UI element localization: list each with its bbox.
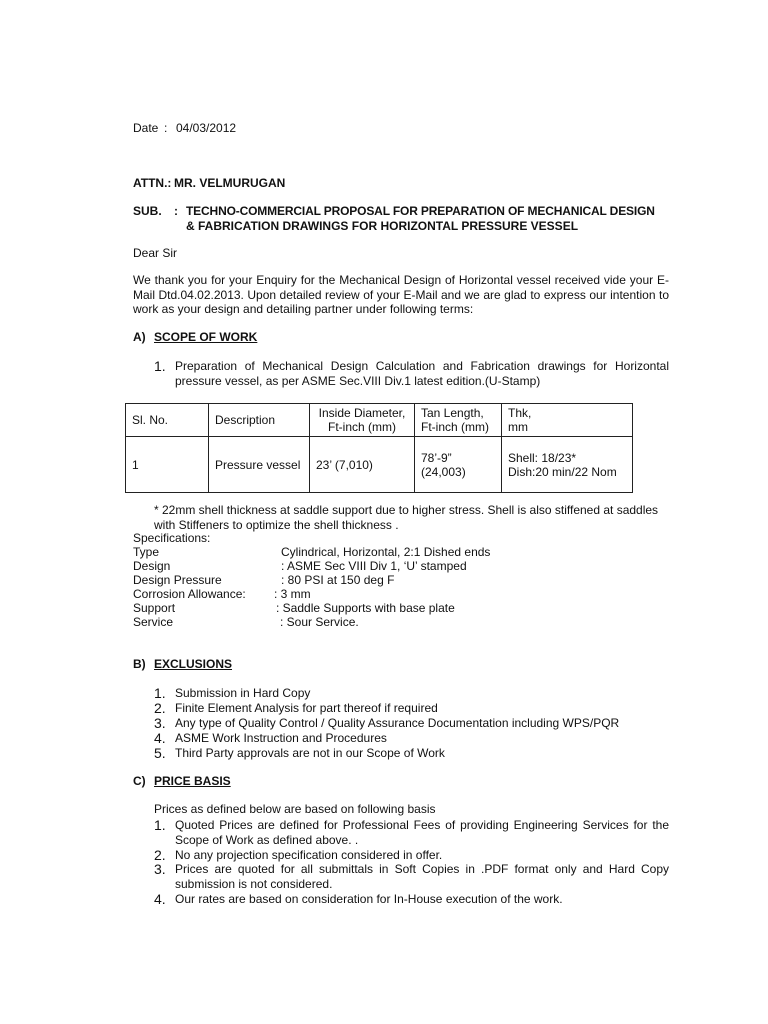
section-c-letter: C) (133, 774, 146, 788)
intro-paragraph: We thank you for your Enquiry for the Mechanical Design of Horizontal vessel received vide your E-Mail Dtd.04.02.2013. Upon detailed review of your E-Mail and we are glad to express our intention to work as your design and detailing partner under following terms: (133, 273, 669, 316)
exclusion-number: 3. (154, 715, 166, 731)
price-item-number: 3. (154, 861, 166, 877)
salutation: Dear Sir (133, 246, 178, 260)
specifications-label: Specifications: (133, 531, 211, 545)
spec-label-corrosion: Corrosion Allowance: (133, 587, 246, 601)
exclusion-text: Finite Element Analysis for part thereof if required (175, 701, 438, 715)
table-cell: Shell: 18/23* Dish:20 min/22 Nom (502, 437, 633, 493)
vessel-table (125, 403, 633, 493)
date-value: 04/03/2012 (176, 121, 237, 135)
spec-value-service: : Sour Service. (280, 615, 359, 629)
attn-label: ATTN.: (133, 176, 172, 190)
price-item-number: 1. (154, 817, 166, 833)
subject-label: SUB. (133, 204, 162, 218)
table-cell: Pressure vessel (209, 437, 310, 493)
date-separator: : (164, 121, 168, 135)
table-row (126, 437, 633, 493)
spec-label-design: Design (133, 559, 171, 573)
price-item-text: Prices are quoted for all submittals in Soft Copies in .PDF format only and Hard Copy submission is not considered. (175, 862, 669, 891)
spec-label-design-pressure: Design Pressure (133, 573, 222, 587)
spec-label-service: Service (133, 615, 174, 629)
thickness-note: * 22mm shell thickness at saddle support due to higher stress. Shell is also stiffened at saddles with Stiffeners to optimize the shell thickness . (154, 503, 659, 532)
exclusion-text: ASME Work Instruction and Procedures (175, 731, 387, 745)
exclusion-number: 1. (154, 685, 166, 701)
spec-value-design: : ASME Sec VIII Div 1, ‘U’ stamped (281, 559, 467, 573)
subject-line-2: & FABRICATION DRAWINGS FOR HORIZONTAL PRESSURE VESSEL (186, 219, 579, 233)
spec-value-type: Cylindrical, Horizontal, 2:1 Dished ends (281, 545, 491, 559)
exclusion-text: Submission in Hard Copy (175, 686, 311, 700)
section-c-title: PRICE BASIS (154, 774, 231, 788)
exclusion-text: Third Party approvals are not in our Scope of Work (175, 746, 445, 760)
attn-name: MR. VELMURUGAN (174, 176, 286, 190)
subject-separator: : (174, 204, 178, 218)
table-header-cell: Tan Length, Ft-inch (mm) (415, 404, 502, 437)
price-item-number: 2. (154, 847, 166, 863)
price-item-text: Quoted Prices are defined for Professional Fees of providing Engineering Services for the Scope of Work as defined above. . (175, 818, 669, 847)
table-cell: 78’-9” (24,003) (415, 437, 502, 493)
scope-item-text: Preparation of Mechanical Design Calculation and Fabrication drawings for Horizontal pressure vessel, as per ASME Sec.VIII Div.1 latest edition.(U-Stamp) (175, 359, 669, 388)
price-item-number: 4. (154, 891, 166, 907)
section-a-title: SCOPE OF WORK (154, 330, 258, 344)
table-cell: 1 (126, 437, 209, 493)
subject-line-1: TECHNO-COMMERCIAL PROPOSAL FOR PREPARATION OF MECHANICAL DESIGN (186, 204, 655, 218)
table-header-cell: Description (209, 404, 310, 437)
section-b-letter: B) (133, 657, 146, 671)
table-cell: 23’ (7,010) (310, 437, 415, 493)
section-b-title: EXCLUSIONS (154, 657, 233, 671)
exclusion-number: 4. (154, 730, 166, 746)
spec-value-design-pressure: : 80 PSI at 150 deg F (281, 573, 395, 587)
table-header-cell: Inside Diameter, Ft-inch (mm) (310, 404, 415, 437)
exclusion-number: 2. (154, 700, 166, 716)
section-a-letter: A) (133, 330, 146, 344)
exclusion-number: 5. (154, 745, 166, 761)
price-intro: Prices as defined below are based on following basis (154, 802, 436, 816)
table-header-row (126, 404, 633, 437)
exclusion-text: Any type of Quality Control / Quality Assurance Documentation including WPS/PQR (175, 716, 620, 730)
spec-label-type: Type (133, 545, 160, 559)
price-item-text: No any projection specification considered in offer. (175, 848, 443, 862)
scope-item-number: 1. (154, 358, 166, 374)
price-item-text: Our rates are based on consideration for In-House execution of the work. (175, 892, 563, 906)
spec-value-corrosion: : 3 mm (274, 587, 311, 601)
date-label: Date (133, 121, 159, 135)
spec-label-support: Support (133, 601, 176, 615)
table-header-cell: Thk, mm (502, 404, 633, 437)
spec-value-support: : Saddle Supports with base plate (276, 601, 455, 615)
table-header-cell: Sl. No. (126, 404, 209, 437)
